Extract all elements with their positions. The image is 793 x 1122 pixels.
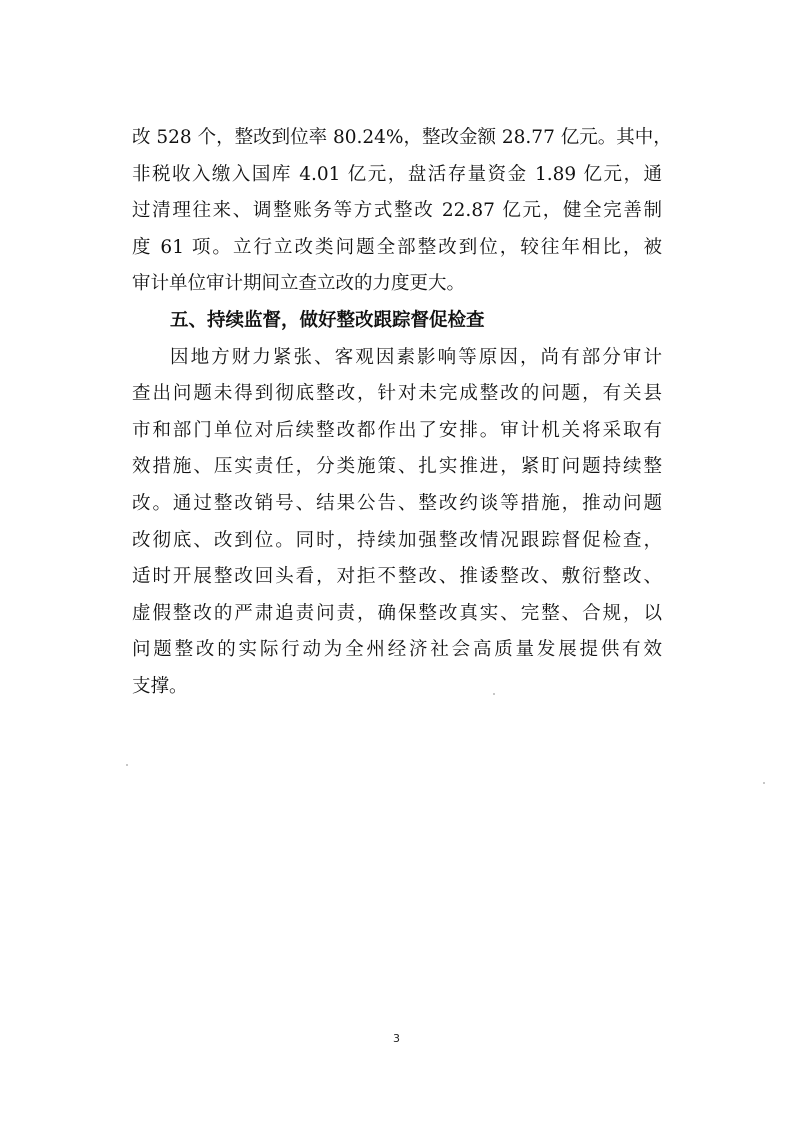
text-line: 改。通过整改销号、结果公告、整改约谈等措施，推动问题 (132, 492, 662, 514)
text-line: 效措施、压实责任，分类施策、扎实推进，紧盯问题持续整 (132, 456, 662, 478)
text-line: 虚假整改的严肃追责问责，确保整改真实、完整、合规，以 (132, 602, 662, 624)
scan-speck (763, 782, 765, 784)
text-line: 问题整改的实际行动为全州经济社会高质量发展提供有效 (132, 639, 662, 661)
text-line: 改 528 个，整改到位率 80.24%，整改金额 28.77 亿元。其中， (132, 127, 672, 148)
paragraph-continued-supervision (132, 340, 662, 706)
text-line: 支撑。 (132, 675, 188, 697)
section-heading: 五、持续监督，做好整改跟踪督促检查 (170, 309, 485, 331)
text-line: 适时开展整改回头看，对拒不整改、推诿整改、敷衍整改、 (132, 566, 662, 588)
text-line: 非税收入缴入国库 4.01 亿元，盘活存量资金 1.89 亿元，通 (132, 163, 662, 185)
page-number: 3 (393, 1032, 400, 1045)
paragraph-audit-results (132, 120, 672, 303)
text-line: 查出问题未得到彻底整改，针对未完成整改的问题，有关县 (132, 383, 662, 405)
text-line: 审计单位审计期间立查立改的力度更大。 (132, 273, 466, 295)
text-line: 度 61 项。立行立改类问题全部整改到位，较往年相比，被 (132, 236, 662, 258)
document-body (132, 120, 672, 706)
text-line: 因地方财力紧张、客观因素影响等原因，尚有部分审计 (170, 346, 662, 368)
text-line: 市和部门单位对后续整改都作出了安排。审计机关将采取有 (132, 419, 662, 441)
text-line: 改彻底、改到位。同时，持续加强整改情况跟踪督促检查， (132, 529, 662, 551)
scan-speck (126, 764, 128, 766)
text-line: 过清理往来、调整账务等方式整改 22.87 亿元，健全完善制 (132, 200, 662, 222)
scan-speck (493, 693, 495, 695)
